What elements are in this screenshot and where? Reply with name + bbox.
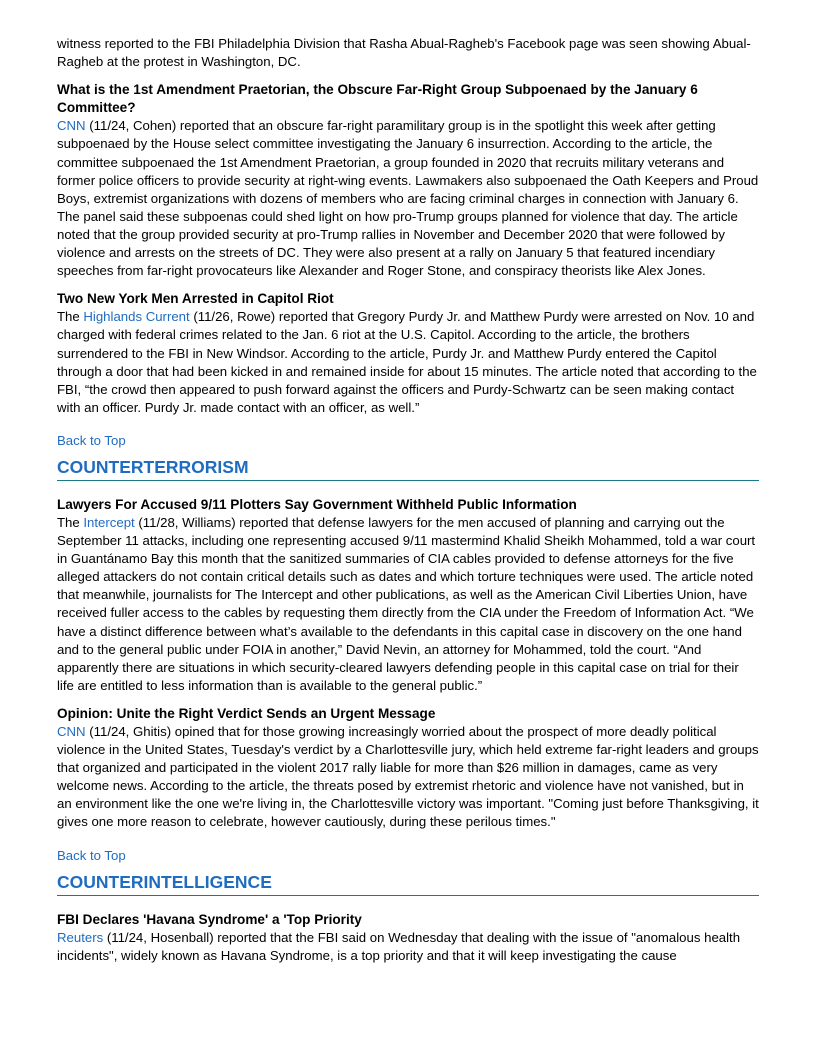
section-heading-counterterrorism: COUNTERTERRORISM — [57, 456, 759, 481]
article-title: Opinion: Unite the Right Verdict Sends an Urgent Message — [57, 705, 436, 721]
source-link-cnn[interactable]: CNN — [57, 724, 86, 739]
article-text: (11/28, Williams) reported that defense lawyers for the men accused of planning and carrying out the September 11 attacks, including one representing accused 9/11 mastermind Khalid Sheikh Mohammed, told a war court in Guantánamo Bay this month that the sanitized summaries of CIA cables provided to defense attorneys for the five alleged attackers do not contain critical details such as dates and which torture techniques were used. The article noted that meanwhile, journalists for The Intercept and other publications, as well as the American Civil Liberties Union, have received fuller access to the cables by requesting them directly from the CIA under the Freedom of Information Act. “We have a distinct difference between what’s available to the defendants in this capital case in discovery on the one hand and to the general public under FOIA in another,” David Nevin, an attorney for Mohammed, told the court. “And apparently there are situations in which security-cleared lawyers defending people in this capital case on trial for their life are entitled to less information than is available to the general public.” — [57, 514, 756, 693]
article-911-lawyers — [57, 496, 759, 695]
article-text: (11/24, Hosenball) reported that the FBI said on Wednesday that dealing with the issue of "anomalous health incidents", widely known as Havana Syndrome, is a top priority and that it will keep investigating the cause — [57, 929, 741, 963]
source-link-highlands-current[interactable]: Highlands Current — [83, 309, 190, 325]
article-title: Lawyers For Accused 9/11 Plotters Say Government Withheld Public Information — [57, 496, 577, 512]
section-heading-counterintelligence: COUNTERINTELLIGENCE — [57, 871, 759, 896]
article-body — [57, 308, 759, 417]
source-link-reuters[interactable]: Reuters — [57, 929, 104, 945]
article-praetorian — [57, 81, 759, 280]
article-pre: The — [57, 514, 84, 530]
article-unite-the-right — [57, 705, 759, 832]
article-text: (11/24, Cohen) reported that an obscure far-right paramilitary group is in the spotlight this week after getting subpoenaed by the House select committee investigating the January 6 insurrection. According to the article, the committee subpoenaed the 1st Amendment Praetorian, a group founded in 2020 that recruits military veterans and former police officers to provide security at right-wing events. Lawmakers also subpoenaed the Oath Keepers and Proud Boys, extremist organizations with dozens of members who are facing criminal charges in connection with January 6. The panel said these subpoenas could shed light on how pro-Trump groups planned for violence that day. The article noted that the group provided security at pro-Trump rallies in November and December 2020 that were followed by violence and arrests on the streets of DC. They were also present at a rally on January 5 that featured incendiary speeches from far-right provocateurs like Alexander and Roger Stone, and conspiracy theorists like Alex Jones. — [57, 118, 759, 279]
source-link-cnn[interactable]: CNN — [57, 118, 86, 134]
article-title: What is the 1st Amendment Praetorian, the Obscure Far-Right Group Subpoenaed by the January 6 Committee? — [57, 82, 698, 116]
intro-paragraph: witness reported to the FBI Philadelphia Division that Rasha Abual-Ragheb's Facebook page was seen showing Abual-Ragheb at the protest in Washington, DC. — [57, 36, 751, 70]
article-purdy — [57, 290, 759, 417]
article-title: Two New York Men Arrested in Capitol Riot — [57, 291, 334, 307]
article-text: (11/24, Ghitis) opined that for those growing increasingly worried about the prospect of more deadly political violence in the United States, Tuesday's verdict by a Charlottesville jury, which held extreme far-right leaders and groups that organized and participated in the violent 2017 rally liable for more than $26 million in damages, came as very welcome news. According to the article, the threats posed by extremist rhetoric and violence have not vanished, but in an environment like the one we're living in, the Charlottesville victory was important. "Coming just before Thanksgiving, it gives one more reason to celebrate, however cautiously, during these perilous times." — [57, 724, 759, 830]
article-body — [57, 723, 759, 832]
back-to-top-link[interactable]: Back to Top — [57, 432, 126, 448]
article-havana-syndrome — [57, 911, 759, 965]
article-body — [57, 929, 759, 965]
back-to-top-link-1 — [57, 432, 759, 450]
article-pre: The — [57, 309, 84, 325]
article-title: FBI Declares 'Havana Syndrome' a 'Top Priority — [57, 911, 362, 927]
back-to-top-link[interactable]: Back to Top — [57, 847, 126, 863]
article-body — [57, 117, 759, 280]
back-to-top-link-2 — [57, 847, 759, 865]
article-body — [57, 514, 759, 695]
article-text: (11/26, Rowe) reported that Gregory Purdy Jr. and Matthew Purdy were arrested on Nov. 10 and charged with federal crimes related to the Jan. 6 riot at the U.S. Capitol. According to the article, the brothers surrendered to the FBI in New Windsor. According to the article, Purdy Jr. and Matthew Purdy entered the Capitol through a door that had been kicked in and remained inside for about 15 minutes. The article noted that according to the FBI, “the crowd then appeared to push forward against the officers and Purdy-Schwartz can be seen making contact with an officer. Purdy Jr. made contact with an officer, as well.” — [57, 309, 757, 415]
source-link-intercept[interactable]: Intercept — [83, 514, 135, 530]
